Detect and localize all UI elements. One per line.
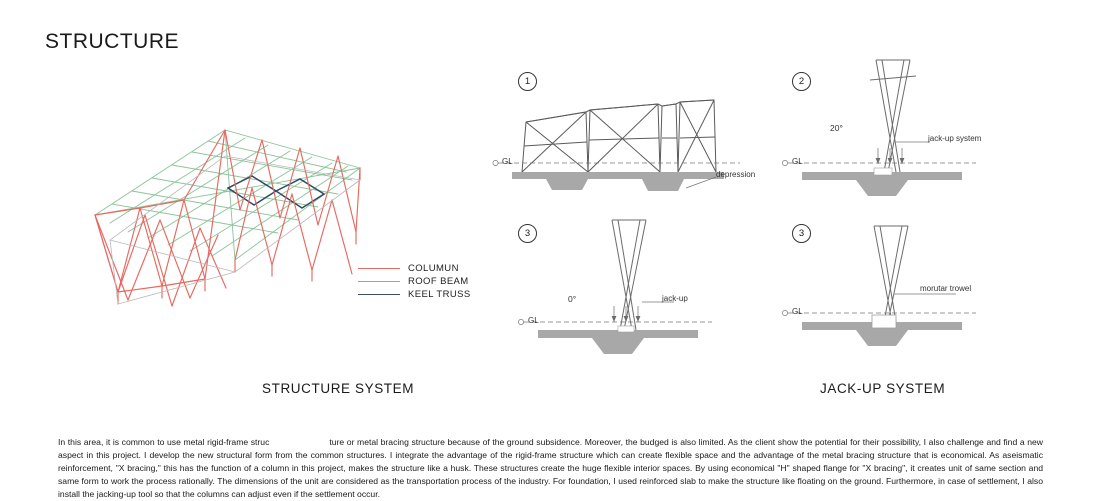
gl-label-2: GL: [792, 157, 803, 166]
panel-number-badge-1: 1: [518, 72, 537, 91]
description-paragraph: [58, 436, 1043, 501]
legend-swatch-keel-truss-icon: [358, 294, 400, 295]
ground-slab: [802, 168, 962, 196]
caption-jackup-system: JACK-UP SYSTEM: [820, 381, 946, 396]
description-part-1: In this area, it is common to use metal rigid-frame struc: [58, 437, 270, 447]
annotation-jackup-system: jack-up system: [928, 134, 982, 143]
legend-swatch-column-icon: [358, 268, 400, 269]
panel-structure-elevation: [490, 60, 770, 205]
gl-label-4: GL: [792, 307, 803, 316]
description-part-2: ture or metal bracing structure because of the ground subsidence. Moreover, the budged is also limited. As the client show the potential for their possibility, I also challenge and find a new aspect in this project. I develop the new structural form from the common structures. I integrate the advantage of the rigid-frame structure which can create flexible space and the advantage of the metal bracing structure that is economical. As aseismatic reinforcement, "X bracing," this has the function of a column in this project, makes the structure like a husk. These structures create the huge flexible interior spaces. By using economical "H" shaped flange for "X bracing", it creates unit of same section and same form to work the process rationally. The dimensions of the unit are considered as the transportation process of the industry. For foundation, I used reinforced slab to make the structure like floating on the ground. Furthermore, in case of settlement, I also install the jacking-up tool so that the columns can adjust even if the settlement occur.: [58, 437, 1043, 500]
legend-label-roof-beam: ROOF BEAM: [408, 276, 469, 287]
panel-number-badge-4: 3: [792, 224, 811, 243]
panel-jackup-20deg: [770, 60, 1000, 205]
ground-slab: [802, 315, 962, 346]
legend-label-column: COLUMUN: [408, 263, 459, 274]
base-outline: [110, 156, 360, 304]
ground-slab: [538, 326, 698, 354]
angle-label-20: 20°: [830, 123, 843, 133]
gl-label-3: GL: [528, 316, 539, 325]
angle-label-0: 0°: [568, 294, 577, 304]
page-title: STRUCTURE: [45, 30, 179, 53]
panel-morutar-trowel: [770, 212, 1000, 357]
panel-number-badge-3: 3: [518, 224, 537, 243]
legend-label-keel-truss: KEEL TRUSS: [408, 289, 471, 300]
panel-number-badge-2: 2: [792, 72, 811, 91]
panel-jackup-0deg: [490, 212, 770, 357]
annotation-jackup: jack-up: [662, 294, 688, 303]
caption-structure-system: STRUCTURE SYSTEM: [262, 381, 415, 396]
annotation-morutar-trowel: morutar trowel: [920, 284, 972, 293]
ground-slab: [512, 172, 724, 191]
gl-label-1: GL: [502, 157, 513, 166]
legend-swatch-roof-beam-icon: [358, 281, 400, 282]
annotation-depression: depression: [716, 170, 756, 179]
